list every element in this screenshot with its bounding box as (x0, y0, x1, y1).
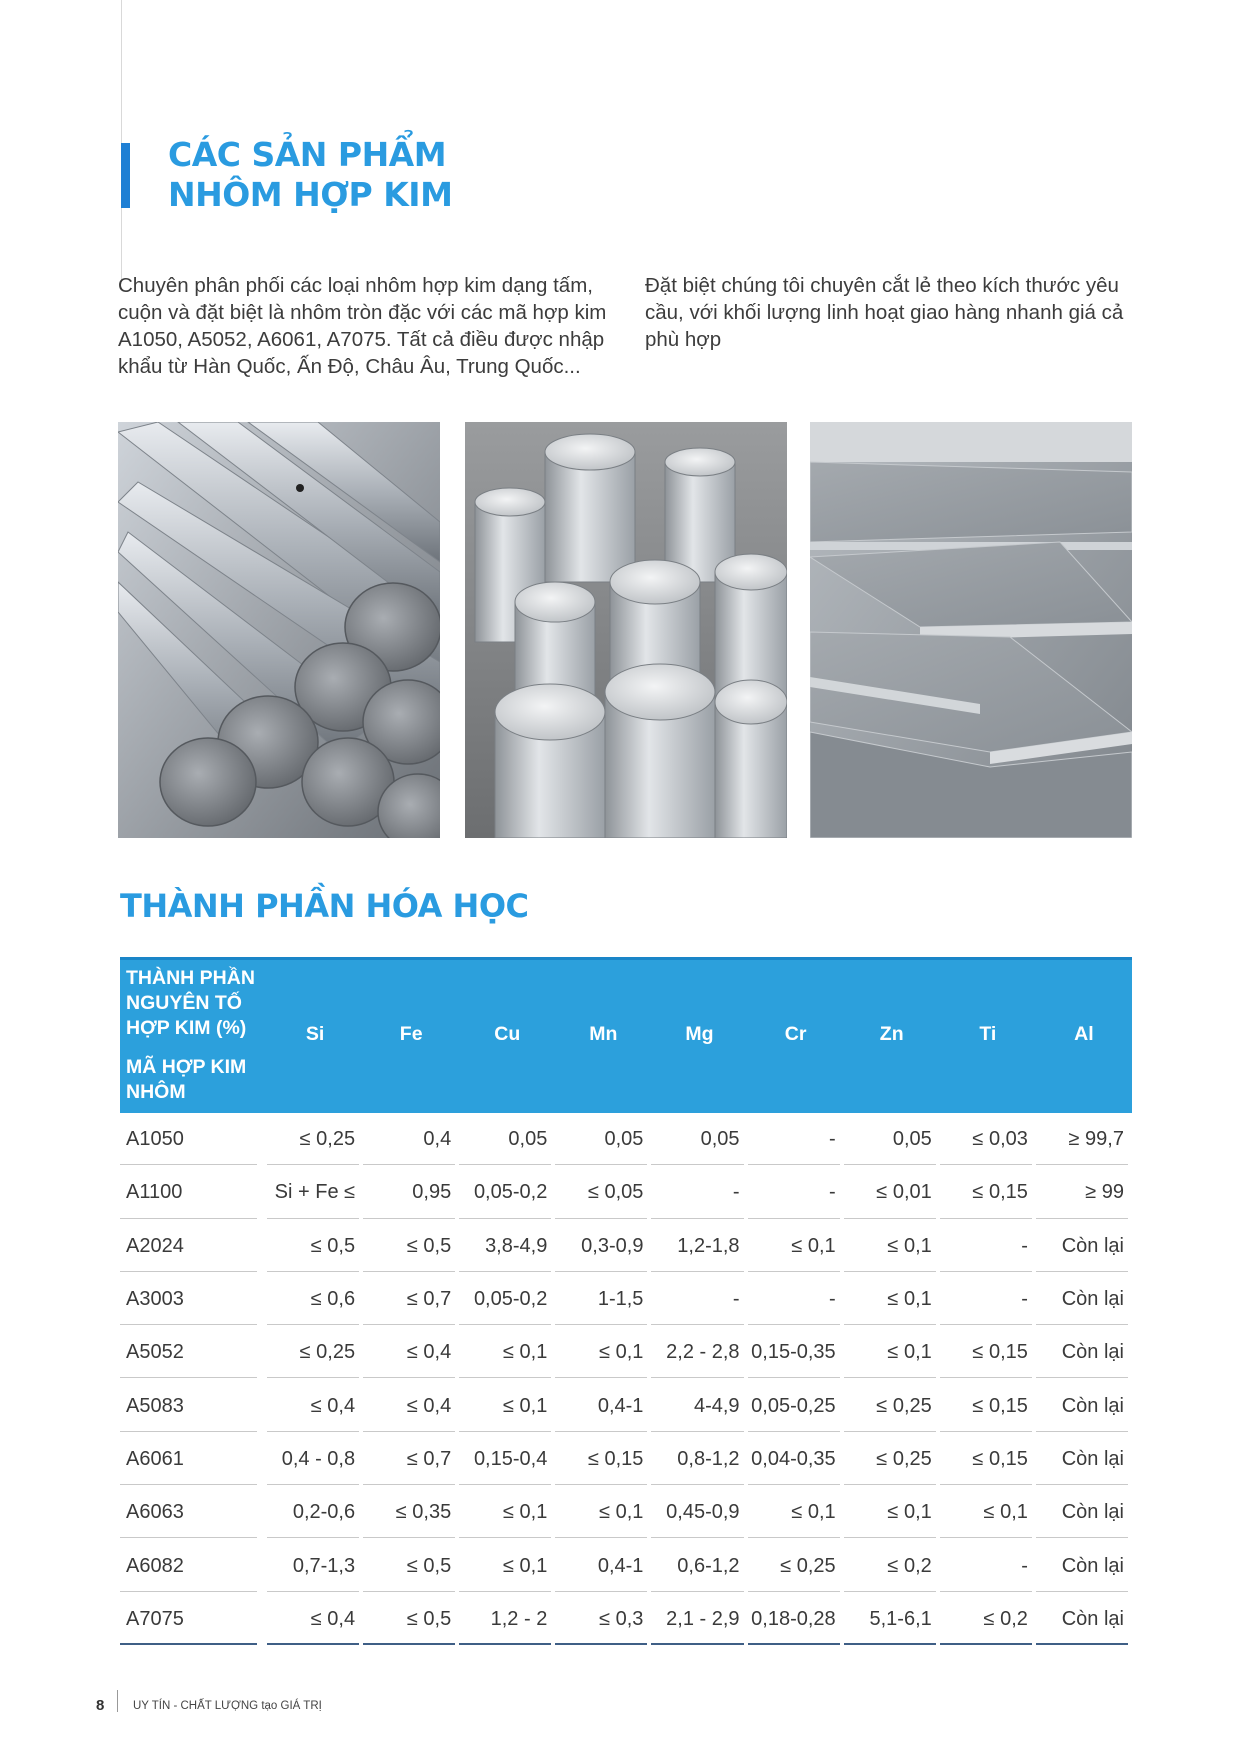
table-cell: ≤ 0,35 (363, 1486, 459, 1539)
table-cell: ≤ 0,7 (363, 1273, 459, 1326)
alloy-code-cell: A5052 (120, 1326, 267, 1379)
table-cell: 5,1-6,1 (844, 1593, 940, 1646)
table-cell: ≤ 0,1 (844, 1220, 940, 1273)
page-title-line2: NHÔM HỢP KIM (168, 175, 453, 214)
table-cell: ≤ 0,25 (267, 1326, 363, 1379)
table-cell: Còn lại (1036, 1220, 1132, 1273)
table-cell: 3,8-4,9 (459, 1220, 555, 1273)
table-cell: ≤ 0,1 (555, 1486, 651, 1539)
table-cell: ≤ 0,1 (555, 1326, 651, 1379)
table-cell: 0,95 (363, 1166, 459, 1219)
table-cell: 0,4-1 (555, 1379, 651, 1432)
table-cell: - (940, 1539, 1036, 1592)
table-cell: ≤ 0,15 (940, 1166, 1036, 1219)
table-cell: ≤ 0,4 (363, 1326, 459, 1379)
table-cell: Còn lại (1036, 1593, 1132, 1646)
alloy-code-cell: A1100 (120, 1166, 267, 1219)
table-cell: ≤ 0,1 (844, 1486, 940, 1539)
table-cell: - (651, 1273, 747, 1326)
alloy-code-cell: A2024 (120, 1220, 267, 1273)
table-cell: Còn lại (1036, 1539, 1132, 1592)
table-cell: 0,05 (844, 1113, 940, 1166)
column-header: Al (1074, 1023, 1094, 1045)
table-cell: 0,04-0,35 (748, 1433, 844, 1486)
table-cell: ≤ 0,1 (940, 1486, 1036, 1539)
corner-line: THÀNH PHẦN (126, 967, 255, 989)
table-cell: ≤ 0,4 (267, 1593, 363, 1646)
table-cell: ≤ 0,1 (459, 1539, 555, 1592)
table-row (120, 1379, 1132, 1432)
table-cell: 1,2-1,8 (651, 1220, 747, 1273)
alloy-code-cell: A6063 (120, 1486, 267, 1539)
table-cell: ≤ 0,5 (363, 1593, 459, 1646)
corner-line: NHÔM (126, 1081, 186, 1103)
table-cell: ≤ 0,25 (844, 1379, 940, 1432)
table-cell: Còn lại (1036, 1273, 1132, 1326)
table-cell: ≤ 0,1 (459, 1486, 555, 1539)
column-header: Fe (399, 1023, 423, 1045)
column-header: Mg (685, 1023, 714, 1045)
table-cell: ≤ 0,1 (459, 1379, 555, 1432)
table-cell: 0,05-0,2 (459, 1273, 555, 1326)
aluminum-plates-photo (810, 422, 1132, 838)
alloy-code-cell: A6061 (120, 1433, 267, 1486)
column-header: Cr (784, 1023, 807, 1045)
table-cell: 0,05-0,2 (459, 1166, 555, 1219)
table-row (120, 1326, 1132, 1379)
table-cell: - (748, 1113, 844, 1166)
table-cell: ≤ 0,15 (940, 1433, 1036, 1486)
table-cell: ≤ 0,5 (363, 1539, 459, 1592)
table-cell: ≤ 0,5 (363, 1220, 459, 1273)
table-cell: 0,8-1,2 (651, 1433, 747, 1486)
table-cell: 0,6-1,2 (651, 1539, 747, 1592)
table-cell: ≤ 0,25 (748, 1539, 844, 1592)
table-corner-header (120, 960, 267, 1113)
footer-slogan: UY TÍN - CHẤT LƯỢNG tạo GIÁ TRỊ (133, 1700, 322, 1712)
table-cell: Còn lại (1036, 1379, 1132, 1432)
table-cell: - (940, 1273, 1036, 1326)
page-title-line1: CÁC SẢN PHẨM (168, 135, 447, 174)
table-cell: 0,05 (459, 1113, 555, 1166)
table-cell: ≥ 99,7 (1036, 1113, 1132, 1166)
table-cell: 1,2 - 2 (459, 1593, 555, 1646)
left-rule (121, 0, 122, 280)
table-header (120, 957, 1132, 1113)
column-header: Si (305, 1023, 325, 1045)
corner-line: NGUYÊN TỐ (126, 992, 242, 1014)
table-cell: 0,2-0,6 (267, 1486, 363, 1539)
table-cell: 0,15-0,4 (459, 1433, 555, 1486)
table-cell: 1-1,5 (555, 1273, 651, 1326)
intro-left-paragraph: Chuyên phân phối các loại nhôm hợp kim dạng tấm, cuộn và đặt biệt là nhôm tròn đặc với các mã hợp kim A1050, A5052, A6061, A7075. Tất cả điều được nhập khẩu từ Hàn Quốc, Ấn Độ, Châu Âu, Trung Quốc... (118, 274, 607, 378)
table-cell: 0,7-1,3 (267, 1539, 363, 1592)
table-cell: ≤ 0,25 (844, 1433, 940, 1486)
table-cell: 0,18-0,28 (748, 1593, 844, 1646)
table-cell: 0,05 (555, 1113, 651, 1166)
table-cell: - (748, 1273, 844, 1326)
table-cell: ≤ 0,4 (267, 1379, 363, 1432)
corner-line: HỢP KIM (%) (126, 1017, 247, 1039)
table-cell: ≤ 0,1 (844, 1273, 940, 1326)
table-cell: ≤ 0,1 (748, 1486, 844, 1539)
table-cell: ≤ 0,03 (940, 1113, 1036, 1166)
aluminum-round-bars-photo (118, 422, 440, 838)
chemical-composition-table (120, 957, 1132, 1646)
table-cell: 0,05 (651, 1113, 747, 1166)
table-cell: ≥ 99 (1036, 1166, 1132, 1219)
table-row (120, 1166, 1132, 1219)
table-row (120, 1273, 1132, 1326)
table-cell: ≤ 0,01 (844, 1166, 940, 1219)
table-cell: Si + Fe ≤ (267, 1166, 363, 1219)
table-cell: ≤ 0,25 (267, 1113, 363, 1166)
table-cell: ≤ 0,15 (555, 1433, 651, 1486)
page-number: 8 (96, 1697, 105, 1714)
table-cell: ≤ 0,15 (940, 1379, 1036, 1432)
table-cell: ≤ 0,6 (267, 1273, 363, 1326)
table-cell: - (651, 1166, 747, 1219)
table-cell: ≤ 0,7 (363, 1433, 459, 1486)
table-cell: ≤ 0,3 (555, 1593, 651, 1646)
table-cell: 2,1 - 2,9 (651, 1593, 747, 1646)
table-cell: 0,4 (363, 1113, 459, 1166)
table-row (120, 1433, 1132, 1486)
table-cell: 4-4,9 (651, 1379, 747, 1432)
table-cell: ≤ 0,1 (459, 1326, 555, 1379)
table-cell: ≤ 0,4 (363, 1379, 459, 1432)
table-cell: ≤ 0,05 (555, 1166, 651, 1219)
aluminum-cut-billets-photo (465, 422, 787, 838)
page-title (168, 135, 452, 215)
table-cell: 2,2 - 2,8 (651, 1326, 747, 1379)
table-row (120, 1539, 1132, 1592)
table-cell: - (748, 1166, 844, 1219)
table-row (120, 1113, 1132, 1166)
table-cell: 0,45-0,9 (651, 1486, 747, 1539)
table-cell: 0,3-0,9 (555, 1220, 651, 1273)
table-row (120, 1220, 1132, 1273)
table-body (120, 1113, 1132, 1646)
table-cell: ≤ 0,1 (844, 1326, 940, 1379)
column-header: Cu (494, 1023, 521, 1045)
column-header: Zn (879, 1023, 904, 1045)
alloy-code-cell: A5083 (120, 1379, 267, 1432)
column-header: Mn (589, 1023, 618, 1045)
table-cell: Còn lại (1036, 1486, 1132, 1539)
title-accent-bar (121, 143, 130, 208)
table-cell: 0,15-0,35 (748, 1326, 844, 1379)
table-row (120, 1486, 1132, 1539)
alloy-code-cell: A3003 (120, 1273, 267, 1326)
table-cell: - (940, 1220, 1036, 1273)
intro-right-paragraph: Đặt biệt chúng tôi chuyên cắt lẻ theo kích thước yêu cầu, với khối lượng linh hoạt giao hàng nhanh giá cả phù hợp (645, 274, 1124, 351)
table-cell: 0,05-0,25 (748, 1379, 844, 1432)
section-title: THÀNH PHẦN HÓA HỌC (120, 887, 529, 925)
alloy-code-cell: A7075 (120, 1593, 267, 1646)
table-cell: ≤ 0,1 (748, 1220, 844, 1273)
alloy-code-cell: A6082 (120, 1539, 267, 1592)
alloy-code-cell: A1050 (120, 1113, 267, 1166)
table-cell: ≤ 0,2 (940, 1593, 1036, 1646)
table-cell: ≤ 0,15 (940, 1326, 1036, 1379)
table-cell: 0,4 - 0,8 (267, 1433, 363, 1486)
table-row (120, 1593, 1132, 1646)
table-cell: 0,4-1 (555, 1539, 651, 1592)
table-cell: ≤ 0,5 (267, 1220, 363, 1273)
table-cell: Còn lại (1036, 1326, 1132, 1379)
table-cell: Còn lại (1036, 1433, 1132, 1486)
column-header: Ti (979, 1023, 997, 1045)
footer-divider (117, 1690, 118, 1712)
table-cell: ≤ 0,2 (844, 1539, 940, 1592)
corner-line: MÃ HỢP KIM (126, 1056, 247, 1078)
